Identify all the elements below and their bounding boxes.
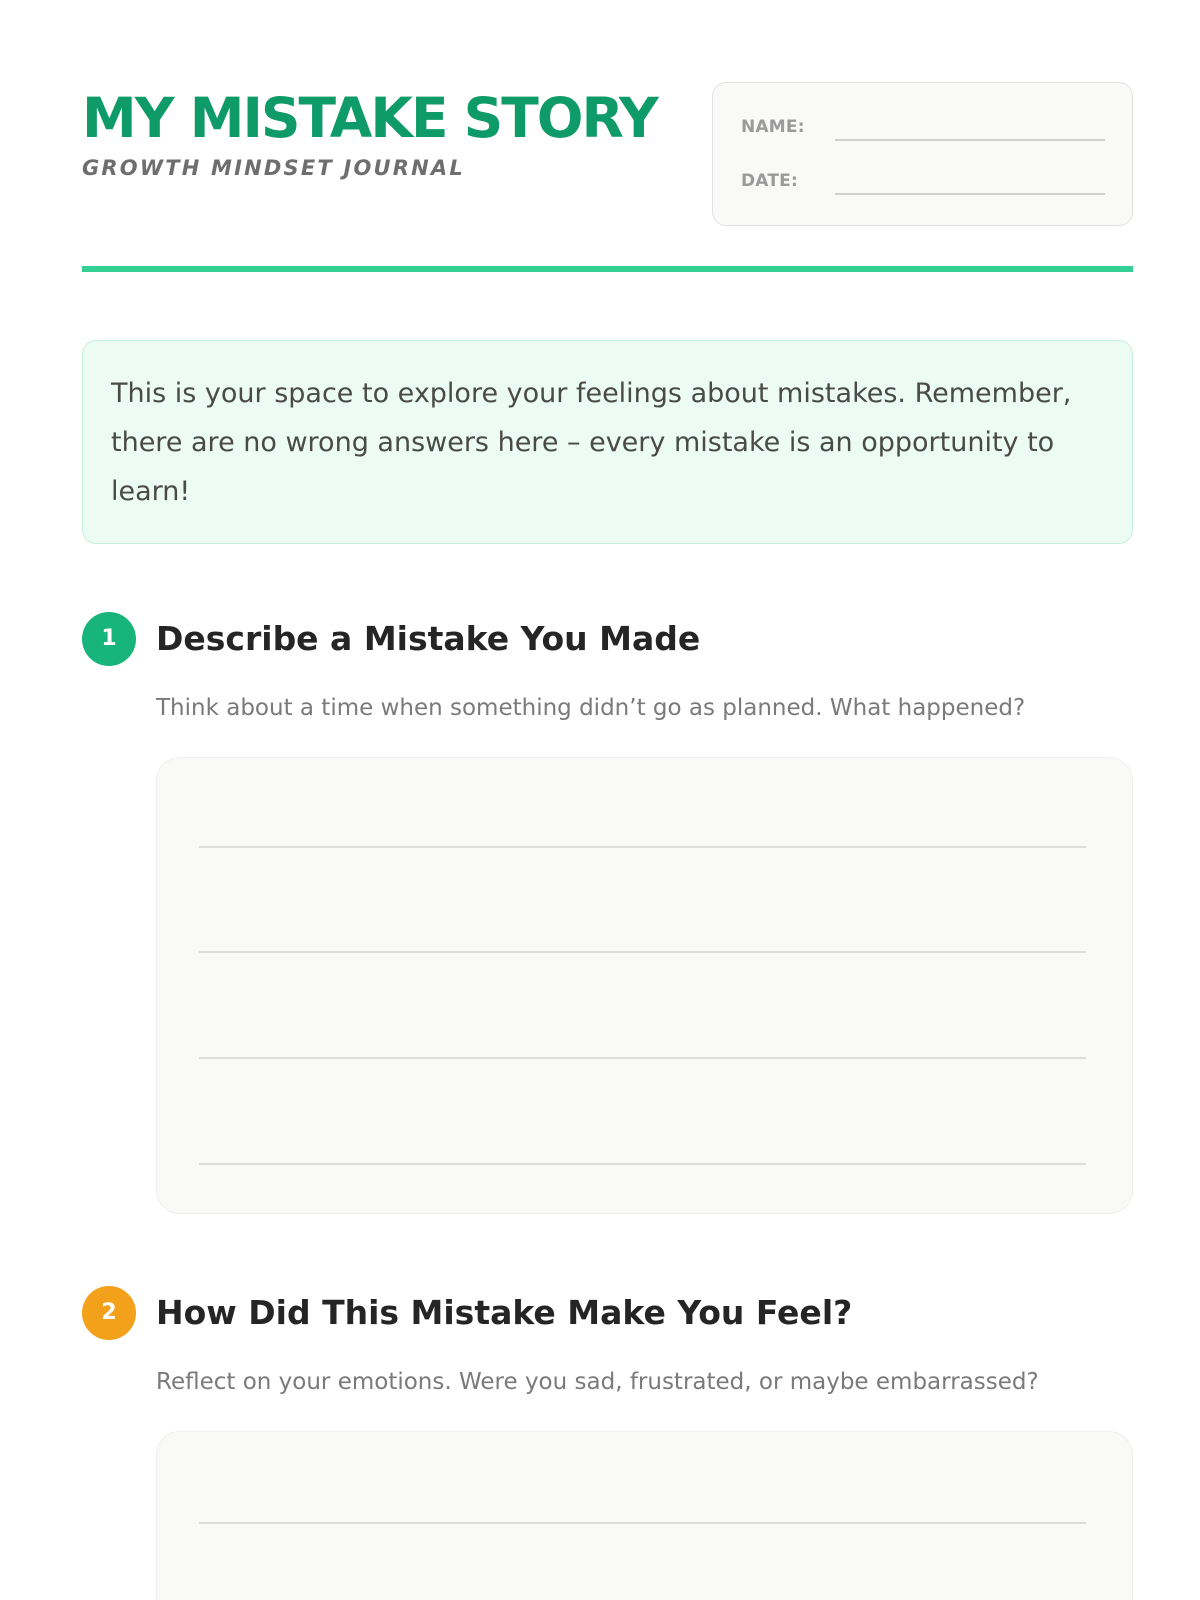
page-title: MY MISTAKE STORY	[82, 86, 657, 150]
name-input-line[interactable]	[835, 139, 1105, 141]
section-heading: How Did This Mistake Make You Feel?	[156, 1293, 853, 1332]
writing-line	[199, 846, 1086, 848]
header-divider	[82, 266, 1133, 272]
worksheet-page	[82, 0, 1133, 1600]
writing-area[interactable]	[156, 757, 1133, 1214]
section-number-badge: 2	[82, 1286, 136, 1340]
writing-line	[199, 1057, 1086, 1059]
section-prompt: Reflect on your emotions. Were you sad, frustrated, or maybe embarrassed?	[156, 1369, 1039, 1395]
section-number-badge: 1	[82, 612, 136, 666]
intro-box	[82, 340, 1133, 544]
writing-area[interactable]	[156, 1431, 1133, 1600]
date-input-line[interactable]	[835, 193, 1105, 195]
section-prompt: Think about a time when something didn’t go as planned. What happened?	[156, 695, 1026, 721]
worksheet-header	[82, 82, 1133, 226]
writing-line	[199, 1522, 1086, 1524]
name-field[interactable]	[741, 109, 1105, 141]
writing-line	[199, 1163, 1086, 1165]
date-field[interactable]	[741, 163, 1105, 195]
writing-line	[199, 951, 1086, 953]
section-heading: Describe a Mistake You Made	[156, 619, 701, 658]
student-info-box	[712, 82, 1133, 226]
page-subtitle: GROWTH MINDSET JOURNAL	[82, 156, 465, 180]
intro-text: This is your space to explore your feelings about mistakes. Remember, there are no wrong answers here – every mistake is an opportunity to learn!	[111, 378, 1072, 507]
name-label: NAME:	[741, 117, 805, 137]
date-label: DATE:	[741, 171, 798, 191]
